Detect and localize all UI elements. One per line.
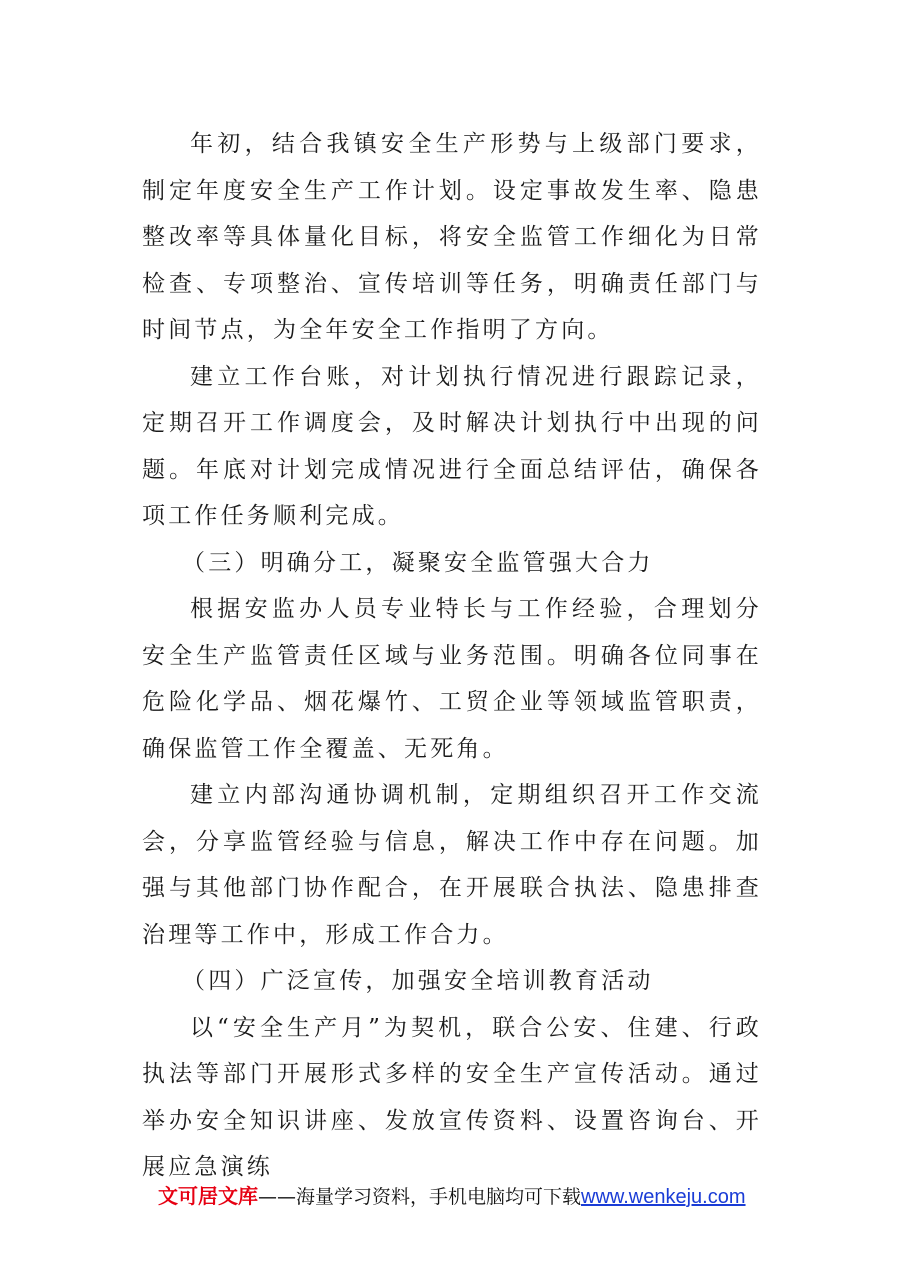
paragraph: 建立工作台账，对计划执行情况进行跟踪记录，定期召开工作调度会，及时解决计划执行中出现的问题。年底对计划完成情况进行全面总结评估，确保各项工作任务顺利完成。: [142, 363, 762, 529]
section-heading: （三）明确分工，凝聚安全监管强大合力: [182, 549, 654, 576]
paragraph: 建立内部沟通协调机制，定期组织召开工作交流会，分享监管经验与信息，解决工作中存在问题。加强与其他部门协作配合，在开展联合执法、隐患排查治理等工作中，形成工作合力。: [142, 782, 762, 948]
paragraph: 以“安全生产月”为契机，联合公安、住建、行政执法等部门开展形式多样的安全生产宣传活动。通过举办安全知识讲座、发放宣传资料、设置咨询台、开展应急演练: [142, 1014, 762, 1180]
document-body: [142, 121, 762, 1191]
paragraph: 根据安监办人员专业特长与工作经验，合理划分安全生产监管责任区域与业务范围。明确各位同事在危险化学品、烟花爆竹、工贸企业等领域监管职责，确保监管工作全覆盖、无死角。: [142, 596, 762, 762]
footer-link[interactable]: www.wenkeju.com: [581, 1186, 746, 1208]
footer-brand: 文可居文库: [158, 1184, 258, 1208]
footer-tagline: ——海量学习资料，手机电脑均可下载: [258, 1186, 582, 1208]
paragraph: 年初，结合我镇安全生产形势与上级部门要求，制定年度安全生产工作计划。设定事故发生率、隐患整改率等具体量化目标，将安全监管工作细化为日常检查、专项整治、宣传培训等任务，明确责任部门与时间节点，为全年安全工作指明了方向。: [142, 131, 762, 343]
page-footer: [158, 1181, 746, 1212]
section-heading: （四）广泛宣传，加强安全培训教育活动: [182, 968, 654, 994]
